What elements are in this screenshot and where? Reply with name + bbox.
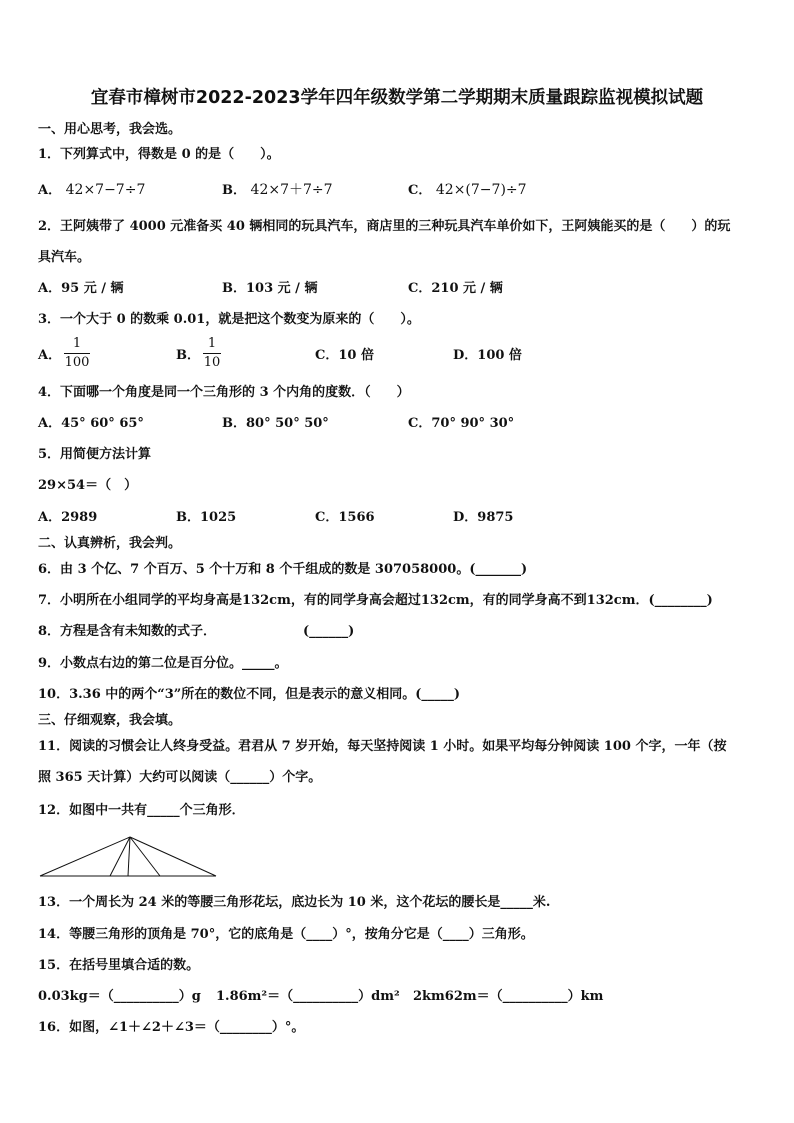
question-5-option-d: D．9875: [453, 510, 514, 525]
question-16: 16．如图，∠1＋∠2＋∠3＝（________）°。: [38, 1020, 305, 1035]
section-heading-1: 一、用心思考，我会选。: [38, 122, 182, 137]
question-11-line-2: 照 365 天计算）大约可以阅读（______）个字。: [38, 770, 322, 785]
question-5-option-a: A．2989: [38, 510, 98, 525]
question-8-answer-blank: (______): [303, 624, 355, 639]
option-a-expression: 42×7−7÷7: [65, 182, 146, 198]
question-10: 10．3.36 中的两个“3”所在的数位不同，但是表示的意义相同。(_____): [38, 687, 461, 702]
fraction-denominator: 10: [203, 355, 221, 370]
question-4-stem: 4．下面哪一个角度是同一个三角形的 3 个内角的度数．（ ）: [38, 385, 410, 400]
question-1-option-c: [408, 181, 527, 200]
question-3-stem: 3．一个大于 0 的数乘 0.01，就是把这个数变为原来的（ ）。: [38, 312, 420, 327]
fraction-denominator: 100: [64, 355, 90, 370]
question-3-option-c: C．10 倍: [315, 348, 374, 363]
question-11-line-1: 11．阅读的习惯会让人终身受益。君君从 7 岁开始，每天坚持阅读 1 小时。如果平均每分钟阅读 100 个字，一年（按: [38, 739, 727, 754]
option-b-label: B．: [222, 183, 246, 198]
question-1-option-b: [222, 181, 333, 200]
option-a-label: A．: [38, 183, 62, 198]
question-13: 13．一个周长为 24 米的等腰三角形花坛，底边长为 10 米，这个花坛的腰长是_____米.: [38, 895, 551, 910]
question-4-option-c: C．70° 90° 30°: [408, 416, 515, 431]
fraction-one-tenth: [203, 336, 221, 371]
fraction-bar: [203, 353, 221, 354]
fraction-numerator: 1: [72, 336, 82, 351]
option-c-expression: 42×(7−7)÷7: [435, 182, 527, 198]
question-2-option-a: A．95 元 / 辆: [38, 281, 124, 296]
question-15-stem: 15．在括号里填合适的数。: [38, 958, 200, 973]
page-title: 宜春市樟树市2022-2023学年四年级数学第二学期期末质量跟踪监视模拟试题: [90, 88, 704, 108]
option-c-label: C．: [408, 183, 432, 198]
question-3-option-a-label: A．: [38, 348, 62, 363]
question-4-option-a: A．45° 60° 65°: [38, 416, 144, 431]
option-b-expression: 42×7＋7÷7: [250, 182, 333, 198]
figure-left-side: [40, 837, 130, 876]
question-1-option-a: [38, 181, 145, 200]
question-5-expression: 29×54＝（ ）: [38, 478, 138, 493]
question-4-option-b: B．80° 50° 50°: [222, 416, 329, 431]
fraction-numerator: 1: [207, 336, 217, 351]
question-5-option-c: C．1566: [315, 510, 375, 525]
question-5-option-b: B．1025: [176, 510, 237, 525]
question-1-stem: 1．下列算式中，得数是 0 的是（ ）。: [38, 147, 280, 162]
question-7: 7．小明所在小组同学的平均身高是132cm，有的同学身高会超过132cm，有的同学身高不到132cm．(________): [38, 593, 713, 608]
question-15-part-2: 1.86m²＝（__________）dm²: [216, 989, 400, 1004]
question-6: 6．由 3 个亿、7 个百万、5 个十万和 8 个千组成的数是 307058000。(_______): [38, 562, 528, 577]
section-heading-3: 三、仔细观察，我会填。: [38, 713, 182, 728]
figure-right-side: [130, 837, 216, 876]
question-9: 9．小数点右边的第二位是百分位。_____。: [38, 656, 288, 671]
triangle-fan-figure: [38, 834, 220, 880]
section-heading-2: 二、认真辨析，我会判。: [38, 536, 182, 551]
question-15-part-3: 2km62m＝（__________）km: [413, 989, 604, 1004]
question-14: 14．等腰三角形的顶角是 70°，它的底角是（____）°，按角分它是（____）三角形。: [38, 927, 534, 942]
question-2-line-1: 2．王阿姨带了 4000 元准备买 40 辆相同的玩具汽车，商店里的三种玩具汽车单价如下，王阿姨能买的是（ ）的玩: [38, 219, 731, 234]
figure-inner-line: [128, 837, 130, 876]
question-2-option-c: C．210 元 / 辆: [408, 281, 503, 296]
figure-inner-line: [130, 837, 160, 876]
question-15-part-1: 0.03kg＝（__________）g: [38, 989, 201, 1004]
question-2-option-b: B．103 元 / 辆: [222, 281, 318, 296]
question-3-option-d: D．100 倍: [453, 348, 522, 363]
question-3-option-b-label: B．: [176, 348, 200, 363]
question-5-stem: 5．用简便方法计算: [38, 447, 152, 462]
fraction-one-hundredth: [64, 336, 90, 371]
figure-inner-line: [110, 837, 130, 876]
question-2-line-2: 具汽车。: [38, 250, 91, 265]
question-12: 12．如图中一共有_____个三角形．: [38, 803, 245, 818]
question-8-text: 8．方程是含有未知数的式子．: [38, 624, 217, 639]
fraction-bar: [64, 353, 90, 354]
